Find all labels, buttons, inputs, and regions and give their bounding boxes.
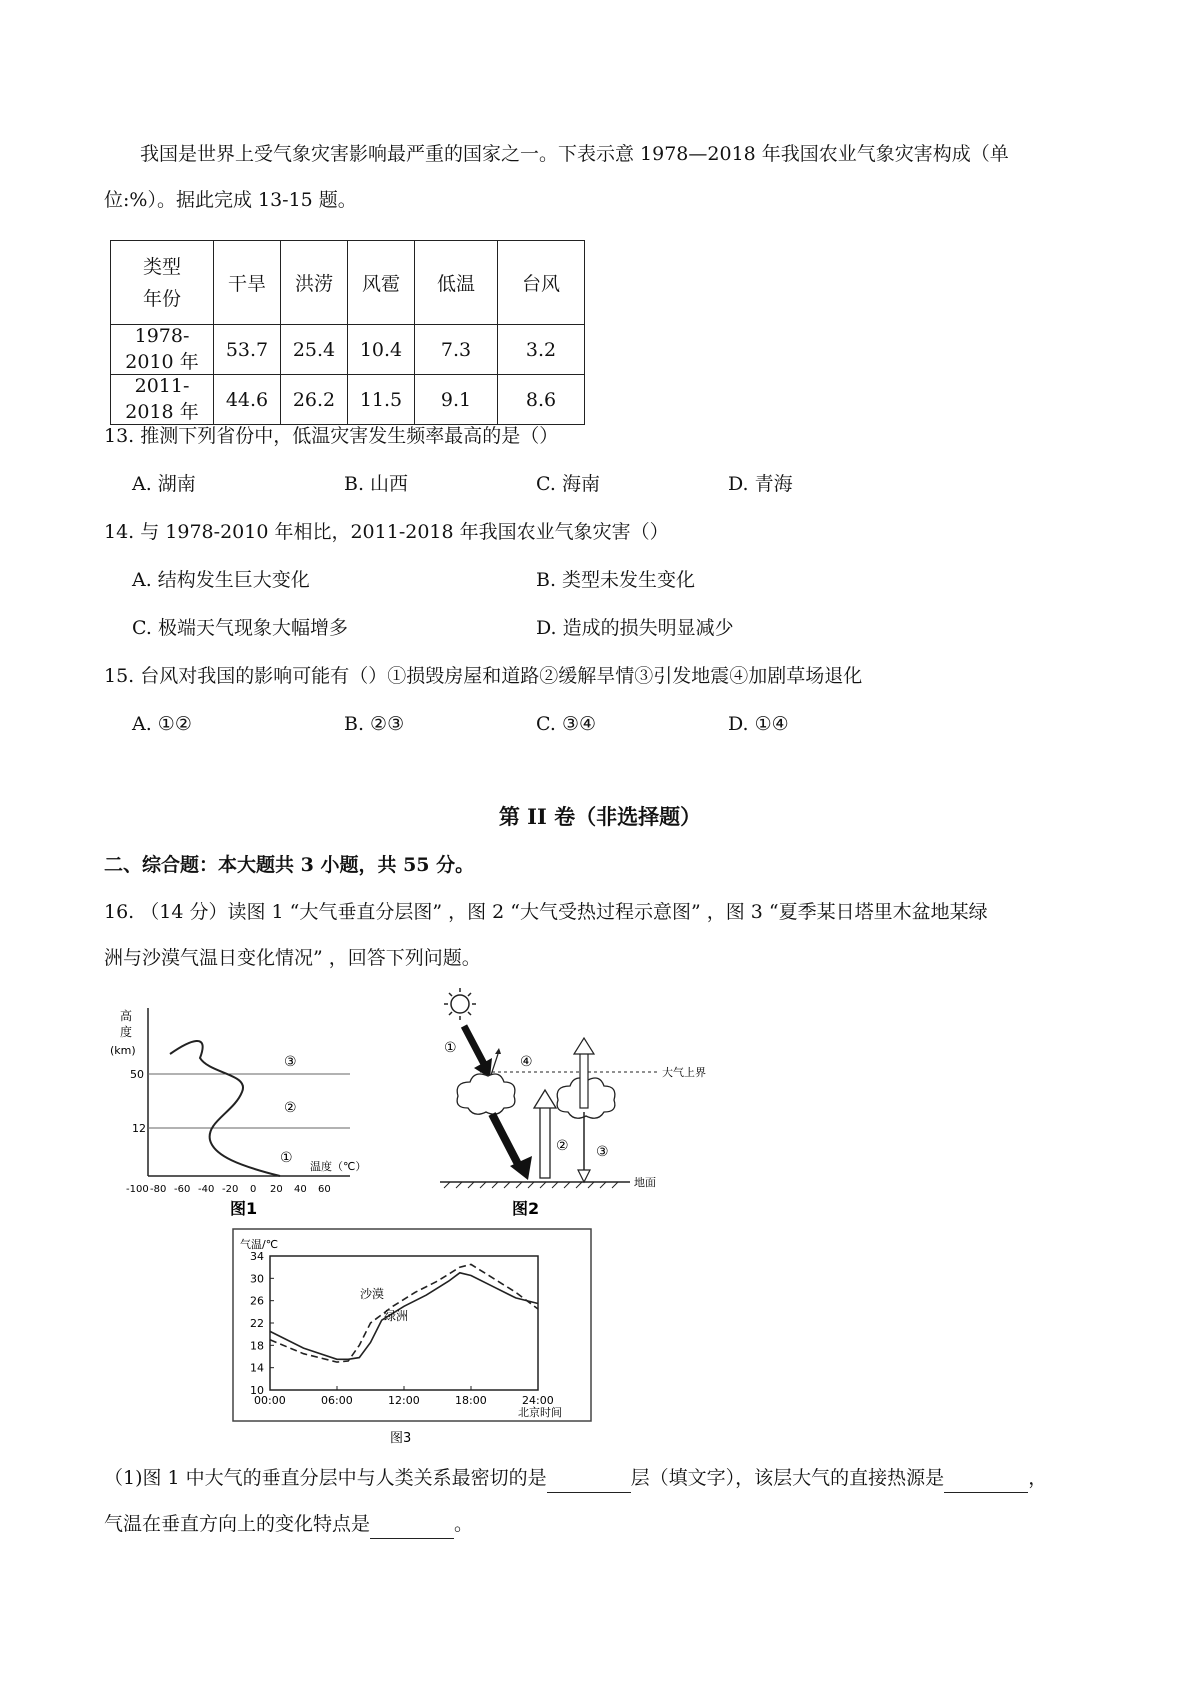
- fig3-xtick-label: 18:00: [455, 1394, 487, 1407]
- sun-icon: [444, 988, 476, 1020]
- fig2-label: ③: [596, 1144, 609, 1160]
- fig1-ytick: 50: [130, 1068, 144, 1081]
- section-title: 第 II 卷（非选择题）: [498, 804, 702, 829]
- fig3-series-label-oasis: 绿洲: [384, 1309, 409, 1323]
- fig3-xlabel: 北京时间: [518, 1406, 562, 1419]
- option: D. 青海: [728, 473, 793, 495]
- fig1-xtick: -80: [150, 1184, 167, 1195]
- incoming-radiation-arrow: [464, 1026, 484, 1064]
- fig1-xlabel: 温度（℃）: [310, 1160, 367, 1173]
- figure-2-heating-process: [440, 986, 740, 1220]
- fig1-xtick: -100: [126, 1184, 149, 1195]
- fig3-ytick-label: 34: [250, 1250, 264, 1263]
- fig3-plot-area: [270, 1256, 538, 1390]
- fig3-ylabel: 气温/℃: [240, 1238, 279, 1251]
- answer-blank-heat-source[interactable]: [944, 1464, 1028, 1493]
- fig3-xtick-label: 24:00: [522, 1394, 554, 1407]
- table-cell: 11.5: [348, 375, 415, 425]
- table-cell: 8.6: [498, 375, 585, 425]
- fig3-xtick-label: 06:00: [321, 1394, 353, 1407]
- question-16-sub-1-line-2: [104, 1510, 473, 1539]
- counter-radiation-arrowhead: [578, 1170, 590, 1182]
- option: C. 极端天气现象大幅增多: [132, 617, 348, 639]
- option: D. ①④: [728, 713, 789, 735]
- fig2-label: ②: [556, 1138, 569, 1154]
- fig1-layer-label: ②: [284, 1100, 297, 1116]
- fig1-xtick: -40: [198, 1184, 215, 1195]
- fig1-caption: 图1: [230, 1199, 258, 1218]
- table-cell: 9.1: [415, 375, 498, 425]
- answer-blank-layer[interactable]: [547, 1464, 631, 1493]
- option: B. ②③: [344, 713, 405, 735]
- fig1-ylabel-char: 度: [120, 1025, 133, 1039]
- fig3-ytick-label: 10: [250, 1384, 264, 1397]
- option: B. 山西: [344, 473, 409, 495]
- table-cell: 10.4: [348, 325, 415, 375]
- sub1-text-b: 层（填文字），该层大气的直接热源是: [630, 1467, 945, 1489]
- table-cell: 25.4: [281, 325, 348, 375]
- fig3-caption: 图3: [390, 1431, 412, 1446]
- section-subtitle: 二、综合题：本大题共 3 小题，共 55 分。: [104, 854, 475, 876]
- table-cell: 26.2: [281, 375, 348, 425]
- fig3-axes: [250, 1250, 554, 1407]
- corner-top-label: 类型: [142, 255, 181, 278]
- table-corner-cell: [111, 241, 214, 325]
- option: C. ③④: [536, 713, 597, 735]
- question-13-stem: 13. 推测下列省份中，低温灾害发生频率最高的是（）: [104, 425, 559, 447]
- column-header: 台风: [498, 241, 585, 325]
- sub1-text-e: 。: [454, 1513, 474, 1535]
- row-year: 1978-2010 年: [111, 325, 214, 375]
- question-16-sub-1-line-1: [104, 1464, 1047, 1493]
- option: A. 结构发生巨大变化: [132, 569, 310, 591]
- fig1-xtick: 40: [294, 1184, 307, 1195]
- fig3-xtick-label: 00:00: [254, 1394, 286, 1407]
- option: C. 海南: [536, 473, 600, 495]
- fig3-series-label-desert: 沙漠: [360, 1287, 385, 1301]
- table-header-row: [111, 241, 585, 325]
- fig1-layer-label: ①: [280, 1150, 293, 1166]
- figure-1-atmosphere-layers: [110, 1000, 370, 1220]
- intro-line-2: 位:%）。据此完成 13-15 题。: [104, 189, 357, 211]
- fig3-ytick-label: 26: [250, 1294, 264, 1308]
- figure-3-temperature-chart: [232, 1228, 592, 1450]
- row-year: 2011-2018 年: [111, 375, 214, 425]
- fig1-layer-label: ③: [284, 1054, 297, 1070]
- fig1-xticks: [126, 1184, 331, 1195]
- fig2-label: ④: [520, 1054, 533, 1070]
- table-row: [111, 375, 585, 425]
- sub1-text-d: 气温在垂直方向上的变化特点是: [104, 1513, 371, 1535]
- answer-blank-temperature-change[interactable]: [370, 1510, 454, 1539]
- column-header: 干旱: [214, 241, 281, 325]
- option: B. 类型未发生变化: [536, 569, 696, 591]
- option: A. ①②: [132, 713, 192, 735]
- fig3-ytick-label: 18: [250, 1339, 264, 1353]
- question-16-line-2: 洲与沙漠气温日变化情况” ，回答下列问题。: [104, 947, 481, 969]
- column-header: 洪涝: [281, 241, 348, 325]
- table-cell: 7.3: [415, 325, 498, 375]
- fig2-label: ①: [444, 1040, 457, 1056]
- corner-bottom-label: 年份: [142, 287, 181, 310]
- column-header: 风雹: [348, 241, 415, 325]
- cloud-icon: [457, 1074, 515, 1114]
- fig1-ylabel-char: 高: [120, 1009, 133, 1023]
- fig3-ytick-label: 14: [250, 1361, 264, 1375]
- question-16-line-1: 16. （14 分）读图 1 “大气垂直分层图” ，图 2 “大气受热过程示意图” ，图 3 “夏季某日塔里木盆地某绿: [104, 901, 988, 923]
- outgoing-radiation-arrowhead: [574, 1038, 594, 1054]
- fig3-xtick-label: 12:00: [388, 1394, 420, 1407]
- sub1-text-c: ，: [1028, 1467, 1048, 1489]
- ground-radiation-arrow: [492, 1114, 520, 1168]
- outgoing-radiation-arrow: [580, 1052, 588, 1108]
- fig3-ytick-label: 30: [250, 1272, 264, 1286]
- fig2-boundary-label: 大气上界: [662, 1066, 706, 1079]
- question-14-stem: 14. 与 1978-2010 年相比，2011-2018 年我国农业气象灾害（）: [104, 521, 669, 543]
- fig2-caption: 图2: [512, 1199, 540, 1218]
- fig1-xtick: 20: [270, 1184, 283, 1195]
- column-header: 低温: [415, 241, 498, 325]
- reflected-arrowhead: [495, 1048, 501, 1054]
- option: D. 造成的损失明显减少: [536, 617, 734, 639]
- fig1-xtick: -60: [174, 1184, 191, 1195]
- table-row: [111, 325, 585, 375]
- sub1-text-a: （1)图 1 中大气的垂直分层中与人类关系最密切的是: [104, 1467, 547, 1489]
- fig1-xtick: 60: [318, 1184, 331, 1195]
- intro-line-1: 我国是世界上受气象灾害影响最严重的国家之一。下表示意 1978—2018 年我国农业气象灾害构成（单: [140, 143, 1009, 165]
- fig3-ytick-label: 22: [250, 1317, 264, 1330]
- table-cell: 53.7: [214, 325, 281, 375]
- option: A. 湖南: [132, 473, 196, 495]
- fig1-yunit: (km): [110, 1044, 136, 1057]
- table-cell: 3.2: [498, 325, 585, 375]
- ground-upward-arrow: [540, 1106, 550, 1178]
- fig1-xtick: -20: [222, 1184, 239, 1195]
- fig1-ytick: 12: [132, 1122, 146, 1135]
- fig1-xtick: 0: [250, 1184, 257, 1195]
- fig1-temperature-curve: [170, 1041, 280, 1176]
- ground-hatching: [444, 1182, 618, 1188]
- fig2-ground-label: 地面: [634, 1176, 656, 1189]
- question-15-stem: 15. 台风对我国的影响可能有（）①损毁房屋和道路②缓解旱情③引发地震④加剧草场退化: [104, 665, 863, 687]
- disaster-table: [110, 240, 585, 425]
- table-cell: 44.6: [214, 375, 281, 425]
- ground-upward-arrowhead: [534, 1090, 556, 1108]
